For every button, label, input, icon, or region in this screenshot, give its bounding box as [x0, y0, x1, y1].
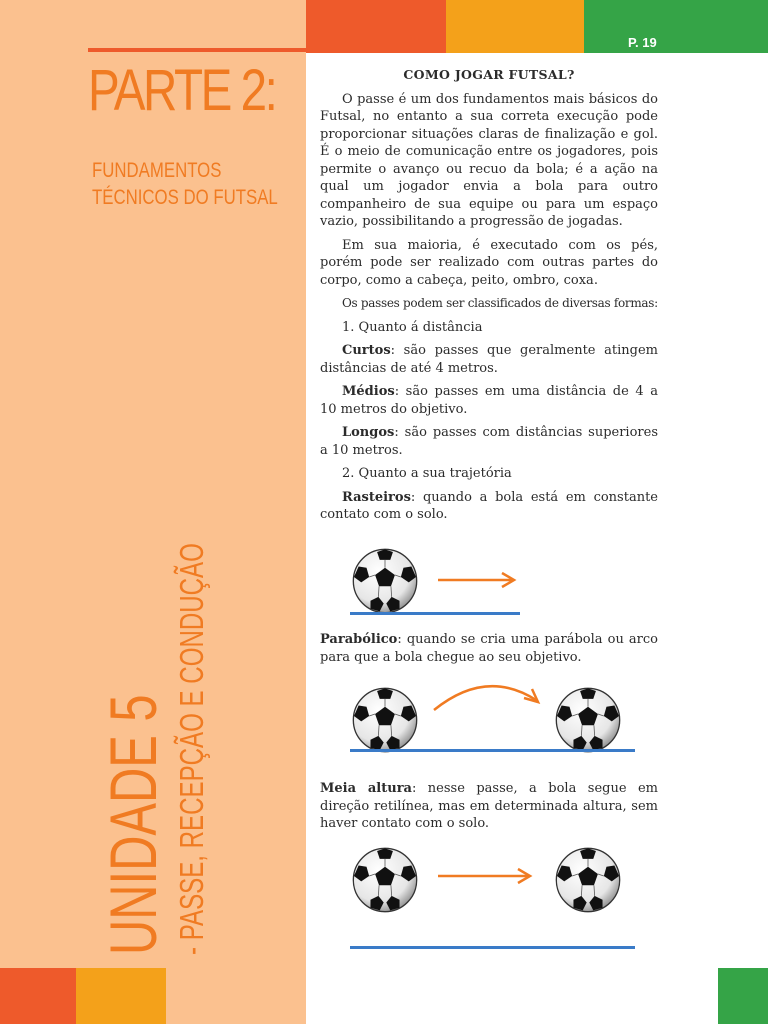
soccer-ball-icon [352, 687, 418, 753]
definition-text: : são passes em uma distância de 4 a 10 metros do objetivo. [320, 384, 658, 417]
list-heading: 2. Quanto a sua trajetória [342, 466, 512, 481]
definition-meia-altura [320, 780, 658, 833]
definition-text: : são passes que geralmente atingem distâncias de até 4 metros. [320, 343, 658, 376]
article-paragraph: O passe é um dos fundamentos mais básicos do Futsal, no entanto a sua correta execução pode proporcionar situações claras de finalização e gol. É o meio de comunicação entre os jogadores, pois permite o avanço ou recuo da bola; é a ação na qual um jogador envia a bola para outro companheiro de sua equipe ou para um espaço vazio, possibilitando a progressão de jogadas. [320, 91, 658, 229]
ground-line [350, 749, 635, 752]
definition-longos [320, 424, 658, 459]
article-paragraph: Os passes podem ser classificados de diversas formas: [342, 296, 658, 310]
list-heading: 1. Quanto á distância [342, 319, 483, 335]
soccer-ball-icon [352, 548, 418, 614]
arrow-right-icon [436, 866, 534, 886]
arc-arrow-icon [430, 680, 546, 720]
article-heading: COMO JOGAR FUTSAL? [403, 67, 575, 82]
soccer-ball-icon [555, 687, 621, 753]
unit-subtitle: - PASSE, RECEPÇÃO E CONDUÇÃO [173, 543, 210, 955]
part-title: PARTE 2: [88, 58, 276, 123]
term: Parabólico [320, 632, 398, 647]
bottom-bar-green [718, 968, 768, 1024]
arrow-right-icon [436, 570, 518, 590]
definition-rasteiros [320, 489, 658, 524]
page-number: P. 19 [628, 35, 657, 50]
definition-text: : quando se cria uma parábola ou arco para que a bola chegue ao seu objetivo. [320, 632, 658, 665]
header-divider [88, 48, 306, 52]
top-bar-orange [446, 0, 584, 53]
unit-heading [96, 391, 212, 955]
term: Rasteiros [342, 489, 411, 505]
part-subtitle-line: FUNDAMENTOS [92, 159, 222, 182]
ground-line [350, 946, 635, 949]
definition-curtos [320, 342, 658, 377]
definition-text: : são passes com distâncias superiores a 10 metros. [320, 425, 658, 458]
definition-text: : quando a bola está em constante contato com o solo. [320, 489, 658, 522]
term: Longos [342, 425, 395, 440]
ground-line [350, 612, 520, 615]
unit-title: UNIDADE 5 [96, 694, 170, 955]
term: Curtos [342, 343, 391, 358]
top-bar-red [306, 0, 446, 53]
article [320, 66, 658, 530]
top-bar-green [584, 0, 768, 53]
definition-medios [320, 383, 658, 418]
term: Meia altura [320, 781, 412, 796]
term: Médios [342, 384, 395, 399]
definition-parabolico [320, 631, 658, 666]
bottom-bar-red [0, 968, 76, 1024]
article-paragraph: Em sua maioria, é executado com os pés, porém pode ser realizado com outras partes do corpo, como a cabeça, peito, ombro, coxa. [320, 237, 658, 288]
part-subtitle [92, 157, 278, 211]
soccer-ball-icon [555, 847, 621, 913]
definition-text: : nesse passe, a bola segue em direção retilínea, mas em determinada altura, sem haver contato com o solo. [320, 781, 658, 831]
bottom-bar-orange [76, 968, 166, 1024]
soccer-ball-icon [352, 847, 418, 913]
part-subtitle-line: TÉCNICOS DO FUTSAL [92, 186, 278, 209]
